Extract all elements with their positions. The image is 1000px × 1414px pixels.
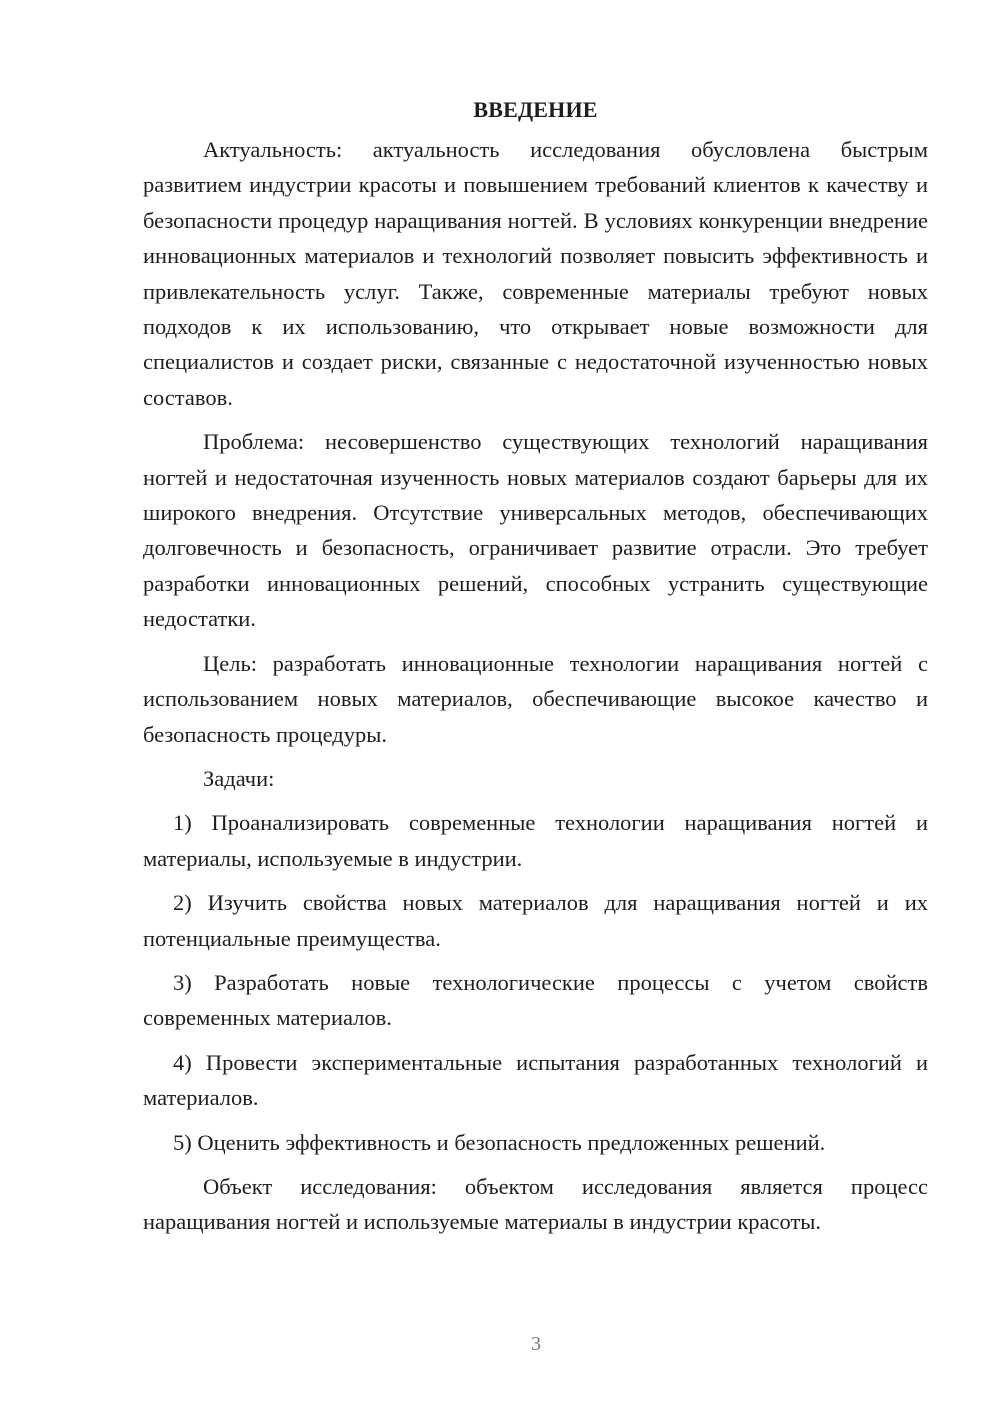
page-content	[143, 92, 928, 1240]
paragraph-goal: Цель: разработать инновационные технологии наращивания ногтей с использованием новых материалов, обеспечивающие высокое качество и безопасность процедуры.	[143, 650, 928, 747]
page-number: 3	[531, 1333, 541, 1355]
task-item-2: 2) Изучить свойства новых материалов для наращивания ногтей и их потенциальные преимущества.	[143, 890, 928, 951]
paragraph-object: Объект исследования: объектом исследования является процесс наращивания ногтей и используемые материалы в индустрии красоты.	[143, 1173, 928, 1235]
paragraph-relevance: Актуальность: актуальность исследования обусловлена быстрым развитием индустрии красоты и повышением требований клиентов к качеству и безопасности процедур наращивания ногтей. В условиях конкуренции внедрение инновационных материалов и технологий позволяет повысить эффективность и привлекательность услуг. Также, современные материалы требуют новых подходов к их использованию, что открывает новые возможности для специалистов и создает риски, связанные с недостаточной изученностью новых составов.	[143, 137, 928, 410]
task-item-4: 4) Провести экспериментальные испытания разработанных технологий и материалов.	[143, 1049, 928, 1111]
task-item-3: 3) Разработать новые технологические процессы с учетом свойств современных материалов.	[143, 969, 928, 1031]
page-heading: ВВЕДЕНИЕ	[473, 97, 598, 122]
tasks-label: Задачи:	[203, 765, 275, 791]
task-item-5: 5) Оценить эффективность и безопасность предложенных решений.	[173, 1129, 826, 1155]
paragraph-problem: Проблема: несовершенство существующих технологий наращивания ногтей и недостаточная изученность новых материалов создают барьеры для их широкого внедрения. Отсутствие универсальных методов, обеспечивающих долговечность и безопасность, ограничивает развитие отрасли. Это требует разработки инновационных решений, способных устранить существующие недостатки.	[143, 429, 928, 632]
task-item-1: 1) Проанализировать современные технологии наращивания ногтей и материалы, используемые в индустрии.	[143, 810, 928, 871]
